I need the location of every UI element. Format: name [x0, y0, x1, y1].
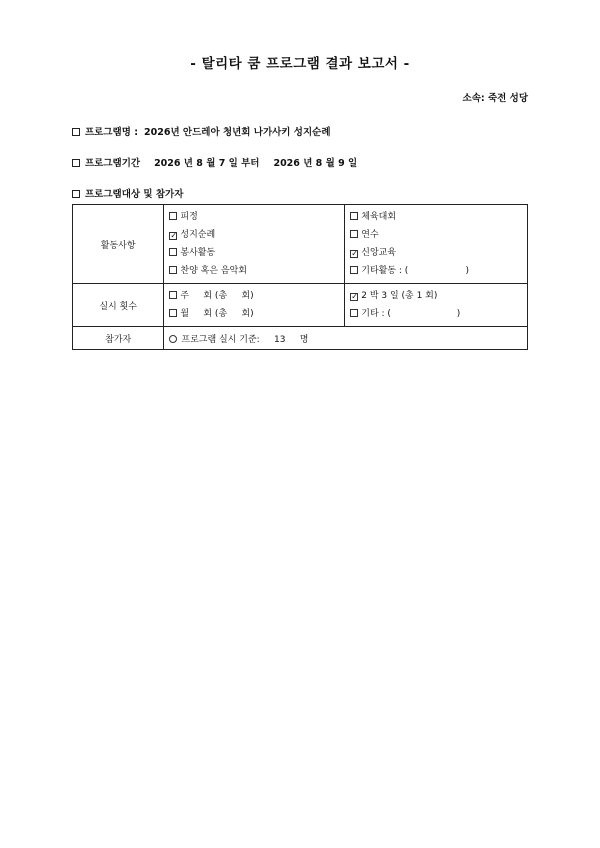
square-bullet-icon: [72, 128, 80, 136]
participants-cell: [164, 327, 528, 350]
checkbox-checked-icon[interactable]: ✓: [170, 231, 178, 240]
option-item: [350, 287, 527, 305]
option-label: 봉사활동: [180, 248, 216, 258]
option-label: 월 회 (총 회): [180, 309, 254, 319]
activities-left-cell: [164, 205, 345, 284]
option-item: [169, 305, 344, 323]
program-period-label: 프로그램기간: [85, 158, 141, 169]
option-label: 기타활동 : ( ): [361, 266, 470, 276]
option-label: 주 회 (총 회): [180, 291, 254, 301]
affiliation-text: 소속: 죽전 성당: [462, 93, 528, 104]
checkbox-checked-icon[interactable]: ✓: [351, 292, 358, 301]
activities-right-cell: [345, 205, 528, 284]
participants-label: 참가자: [73, 327, 164, 350]
frequency-right-cell: [345, 284, 528, 327]
checkbox-icon[interactable]: [350, 266, 358, 274]
option-label: 성지순례: [180, 230, 216, 240]
checkbox-icon[interactable]: [350, 309, 358, 317]
option-label: 피정: [180, 212, 198, 222]
option-item: [169, 287, 344, 305]
option-item: [169, 226, 344, 244]
checkbox-icon[interactable]: [169, 212, 177, 220]
option-label: 연수: [361, 230, 379, 240]
activities-row: [73, 205, 528, 284]
option-label: 신앙교육: [361, 248, 397, 258]
program-name-value: 2026년 안드레아 청년회 나가사키 성지순례: [144, 127, 331, 138]
section-program-period: [72, 155, 357, 169]
program-period-end: 2026 년 8 월 9 일: [273, 158, 358, 169]
checkbox-icon[interactable]: [169, 248, 177, 256]
option-item: [350, 226, 527, 244]
option-label: 2 박 3 일 (총 1 회): [361, 291, 438, 301]
option-item: [169, 262, 344, 280]
checkbox-icon[interactable]: [169, 309, 177, 317]
document-title: - 탈리타 쿰 프로그램 결과 보고서 -: [190, 56, 410, 72]
section-program-targets: [72, 186, 183, 200]
option-item: [350, 305, 527, 323]
section-program-name: [72, 124, 331, 138]
checkbox-icon[interactable]: [169, 291, 177, 299]
option-item: [169, 244, 344, 262]
option-label: 찬양 혹은 음악회: [180, 266, 247, 276]
program-name-label: 프로그램명 :: [85, 127, 138, 138]
program-targets-label: 프로그램대상 및 참가자: [85, 189, 184, 200]
frequency-row: [73, 284, 528, 327]
option-item: [169, 208, 344, 226]
option-label: 체육대회: [361, 212, 397, 222]
activities-label: 활동사항: [73, 205, 164, 284]
square-bullet-icon: [72, 159, 80, 167]
square-bullet-icon: [72, 190, 80, 198]
participants-row: [73, 327, 528, 350]
frequency-label: 실시 횟수: [73, 284, 164, 327]
frequency-left-cell: [164, 284, 345, 327]
program-details-table: [72, 204, 528, 350]
participants-value: 프로그램 실시 기준: 13 명: [181, 334, 309, 345]
checkbox-icon[interactable]: [350, 230, 358, 238]
checkbox-icon[interactable]: [350, 212, 358, 220]
radio-circle-icon[interactable]: [169, 335, 177, 343]
option-item: [350, 262, 527, 280]
option-item: [350, 244, 527, 262]
option-label: 기타 : ( ): [361, 309, 461, 319]
program-period-start: 2026 년 8 월 7 일 부터: [154, 158, 260, 169]
checkbox-checked-icon[interactable]: ✓: [351, 249, 358, 258]
checkbox-icon[interactable]: [169, 266, 177, 274]
option-item: [350, 208, 527, 226]
